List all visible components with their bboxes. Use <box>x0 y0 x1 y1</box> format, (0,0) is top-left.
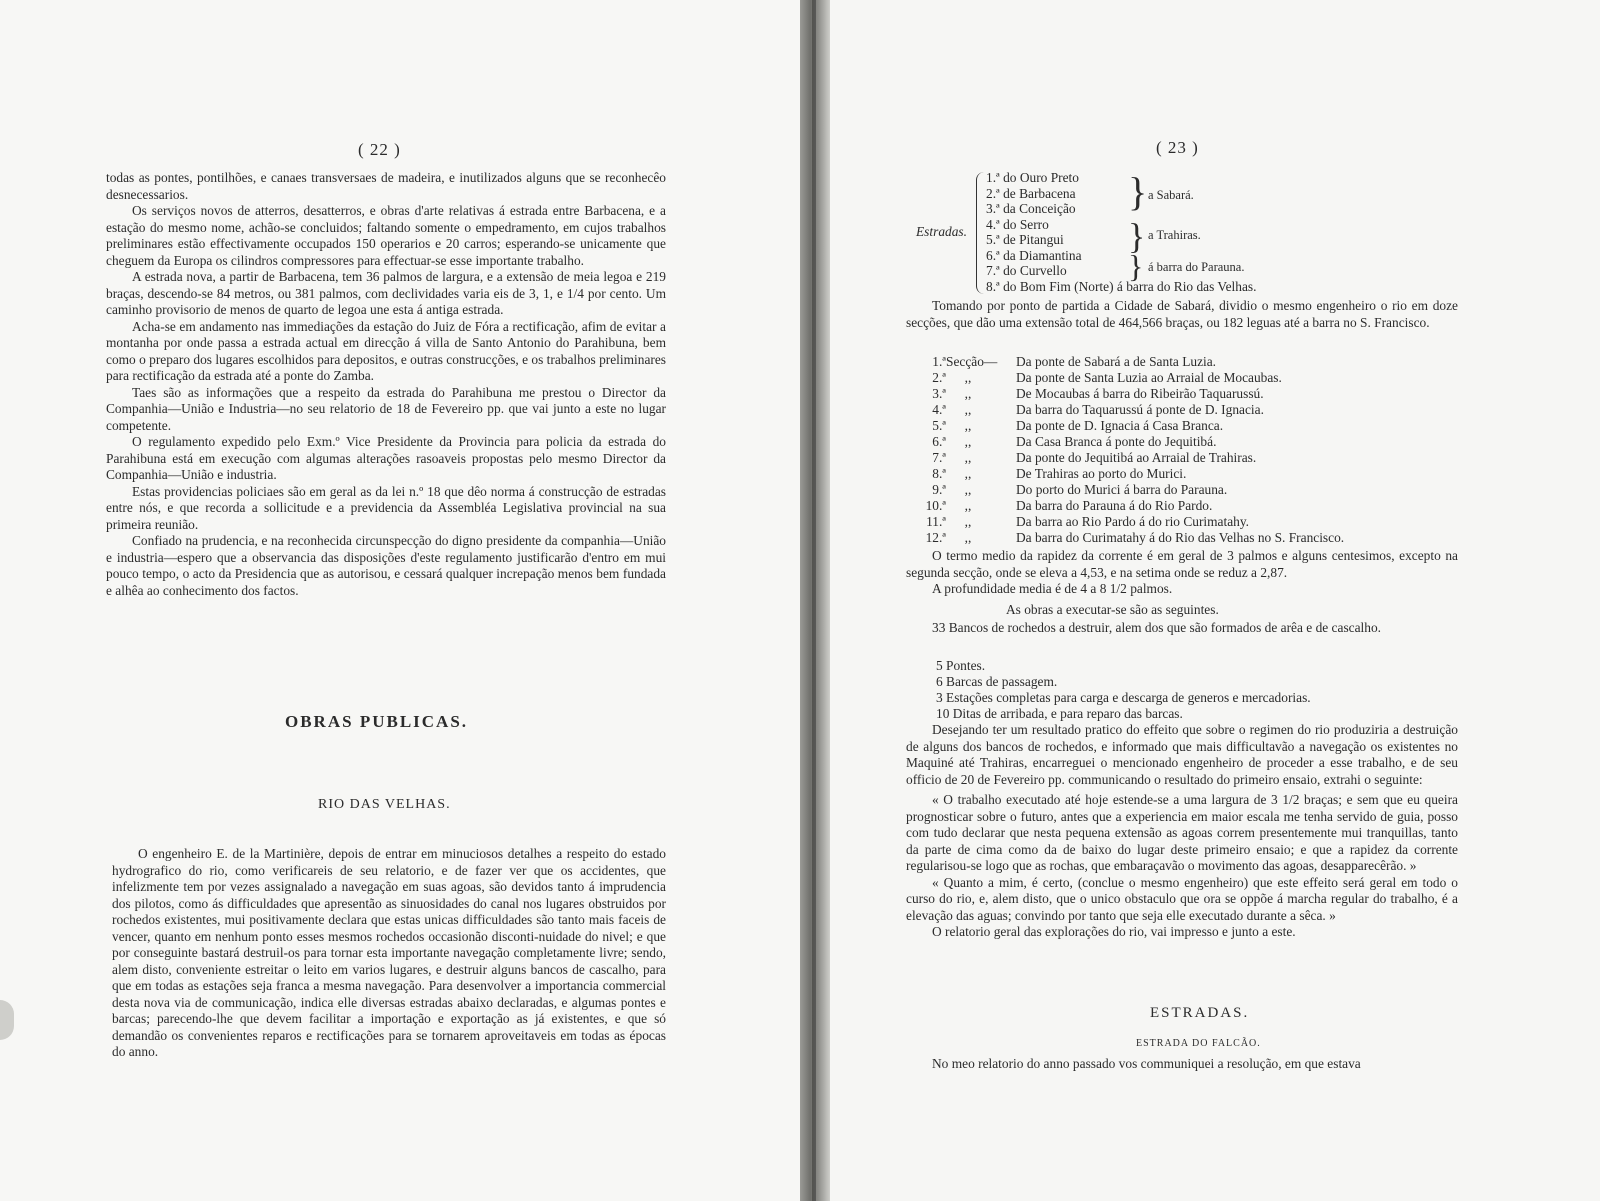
paragraph: Acha-se em andamento nas immediações da estação do Juiz de Fóra a rectificação, afim de evitar a montanha por onde passa a estrada actual em direcção á villa de Santo Antonio do Parahibuna, bem como o preparo dos lugares escolhidos para depositos, e outras construcções, e os trabalhos preliminares para rectificação da estrada até a ponte do Zamba. <box>106 318 667 383</box>
paragraph: Taes são as informações que a respeito da estrada do Parahibuna me prestou o Director da Companhia—União e Industria—no seu relatorio de 18 de Fevereiro pp. que vai junto a este no lugar competente. <box>106 384 666 433</box>
paragraph: todas as pontes, pontilhões, e canaes transversaes de madeira, e inutilizados alguns que se reconhecêo desnecessarios. <box>106 170 666 202</box>
estrada-item: 8.ª do Bom Fim (Norte) á barra do Rio das Velhas. <box>986 278 1257 294</box>
paragraph: O regulamento expedido pelo Exm.º Vice Presidente da Provincia para policia da estrada do Parahibuna está em execução com algumas alterações rasoaveis propostas pelo mesmo Director da Companhia—União e industria. <box>106 434 666 482</box>
rapidez-text <box>906 548 1458 637</box>
paragraph: No meo relatorio do anno passado vos communiquei a resolução, em que estava <box>932 1056 1361 1071</box>
estrada-item: 2.ª de Barbacena <box>986 185 1076 201</box>
estradas-list <box>986 170 1256 294</box>
paragraph: As obras a executar-se são as seguintes. <box>1006 601 1219 617</box>
obras-list <box>936 658 1311 722</box>
brace-1: } <box>1128 169 1148 214</box>
paragraph: A estrada nova, a partir de Barbacena, tem 36 palmos de largura, e a extensão de meia legoa e 219 braças, descendo-se 84 metros, ou 381 palmos, com declividades varia eis de 3, 1, e 1/4 por cento. Um caminho provisorio de menos de quarto de legoa une esta á antiga estrada. <box>106 269 666 317</box>
secao-row: 9.ª ,, Do porto do Murici á barra do Parauna. <box>932 482 1228 497</box>
paragraph: Tomando por ponto de partida a Cidade de Sabará, dividio o mesmo engenheiro o rio em doze secções, que dão uma extensão total de 464,566 braças, ou 182 leguas até a barra no S. Francisco. <box>906 298 1458 330</box>
secao-row: 7.ª ,, Da ponte do Jequitibá ao Arraial de Trahiras. <box>932 450 1257 465</box>
rio-das-velhas-text <box>112 846 666 1061</box>
secao-row: 1.ª Secção— Da ponte de Sabará a de Santa Luzia. <box>932 354 1217 369</box>
page-number-left: ( 22 ) <box>358 140 401 159</box>
estrada-item: 1.ª do Ouro Preto <box>986 170 1079 185</box>
paragraph: Desejando ter um resultado pratico do effeito que sobre o regimen do rio produziria a destruição de alguns dos bancos de rochedos, e informado que mais difficultavão a navegação os existentes no Maquiné até Trahiras, encarreguei o mencionado engenheiro de proceder a esse trabalho, e de seu officio de 20 de Fevereiro pp. communicando o resultado do primeiro ensaio, extrahi o seguinte: <box>906 722 1458 787</box>
intro-text <box>906 298 1458 331</box>
destination-sabara: a Sabará. <box>1148 188 1194 202</box>
page-edge-mark <box>0 1000 14 1040</box>
book-gutter-shadow <box>812 0 816 1201</box>
brace-3: } <box>1128 248 1144 284</box>
destination-parauna: á barra do Parauna. <box>1148 260 1245 274</box>
secao-row: 10.ª ,, Da barra do Parauna á do Rio Pardo. <box>925 498 1213 513</box>
estradas-brace <box>976 172 985 294</box>
paragraph: Os serviços novos de atterros, desatterros, e obras d'arte relativas á estrada entre Barbacena, e a estação do mesmo nome, achão-se concluidos; faltando somente o empedramento, em cujos trabalhos preliminares estão effectivamente occupados 150 operarios e 20 carros; esperando-se unicamente que cheguem da Europa os cilindros compressores para effectuar-se esse importante trabalho. <box>106 203 666 268</box>
secao-row: 6.ª ,, Da Casa Branca á ponte do Jequitibá. <box>932 434 1217 449</box>
quote: « Quanto a mim, é certo, (conclue o mesmo engenheiro) que este effeito será geral em todo o curso do rio, e, alem disto, que o unico obstaculo que ora se oppõe á marcha regular do trabalho, é a elevação das aguas; convindo por tanto que seja elle executado durante a sêca. » <box>906 874 1458 923</box>
paragraph: A profundidade media é de 4 a 8 1/2 palmos. <box>932 581 1173 596</box>
secao-row: 12.ª ,, Da barra do Curimatahy á do Rio das Velhas no S. Francisco. <box>925 530 1345 545</box>
obra-item: 5 Pontes. <box>936 658 986 673</box>
page-number-right: ( 23 ) <box>1156 138 1199 157</box>
brace-2: } <box>1128 216 1146 256</box>
obra-item: 6 Barcas de passagem. <box>936 674 1058 689</box>
secao-row: 5.ª ,, Da ponte de D. Ignacia á Casa Branca. <box>932 418 1224 433</box>
paragraph: O relatorio geral das explorações do rio, vai impresso e junto a este. <box>932 924 1296 939</box>
estrada-item: 3.ª da Conceição <box>986 201 1076 216</box>
paragraph: Confiado na prudencia, e na reconhecida circunspecção do digno presidente da companhia—União e industria—espero que a observancia das disposições d'este regulamento justificarão d'entro em mui pouco tempo, o acto da Presidencia que as autorisou, e cessará qualquer increpação menos bem fundada e alhêa ao conhecimento dos factos. <box>106 533 666 598</box>
estrada-item: 5.ª de Pitangui <box>986 232 1064 247</box>
secoes-list <box>910 354 1344 546</box>
section-title-estradas: ESTRADAS. <box>1150 1005 1250 1021</box>
section-title-obras-publicas: OBRAS PUBLICAS. <box>285 712 469 731</box>
paragraph: O termo medio da rapidez da corrente é em geral de 3 palmos e alguns centesimos, excepto na segunda secção, onde se eleva a 4,53, e na setima onde se reduz a 2,87. <box>906 548 1458 580</box>
paragraph: O engenheiro E. de la Martinière, depois de entrar em minuciosos detalhes a respeito do estado hydrografico do rio, como verificareis de seu relatorio, e de fazer ver que os accidentes, que infelizmente tem por vezes assignalado a navegação em suas agoas, são devidos tanto á imprudencia dos pilotos, como ás difficuldades que apresentão as sinuosidades do canal nos lugares obstruidos por rochedos existentes, mui positivamente declara que estas unicas difficuldades são tanto mais faceis de vencer, quanto em nenhum ponto esses mesmos rochedos occasionão disconti-nuidade do nivel; e que por conseguinte bastará destruil-os para tornar esta importante navegação completamente livre; sendo, alem disto, conveniente estreitar o leito em varios lugares, e destruir alguns bancos de cascalho, para que em todas as estações seja franca a mesma navegação. Para desenvolver a importancia commercial desta nova via de communicação, indica elle diversas estradas abaixo declaradas, e algumas pontes e barcas; parecendo-lhe que devem facilitar a importação e exportação as já existentes, e que só demandão os convenientes reparos e rectificações para se tornarem aproveitaveis em todas as épocas do anno. <box>112 846 666 1059</box>
destination-trahiras: a Trahiras. <box>1148 228 1201 242</box>
paragraph: 33 Bancos de rochedos a destruir, alem dos que são formados de arêa e de cascalho. <box>932 620 1381 635</box>
estrada-item: 6.ª da Diamantina <box>986 247 1082 263</box>
right-page <box>830 0 1600 1201</box>
closing-text <box>906 1056 1458 1073</box>
secao-row: 11.ª ,, Da barra ao Rio Pardo á do rio Curimatahy. <box>926 514 1250 529</box>
secao-row: 4.ª ,, Da barra do Taquarussú á ponte de D. Ignacia. <box>932 402 1264 417</box>
quote: « O trabalho executado até hoje estende-se a uma largura de 3 1/2 braças; e sem que eu queira prognosticar sobre o futuro, antes que a experiencia em maior escala me tenha servido de guia, posso com tudo declarar que nesta pequena extensão as agoas correm presentemente mui tranquillas, tanto da parte de cima como da de baixo do lugar deste primeiro ensaio; e que a rapidez da corrente regularisou-se logo que as rochas, que embaraçavão o movimento das agoas, desapparecêrão. » <box>906 792 1458 873</box>
desejando-text <box>906 722 1458 941</box>
secao-row: 3.ª ,, De Mocaubas á barra do Ribeirão Taquarussú. <box>932 386 1264 401</box>
subsection-title-estrada-do-falcao: ESTRADA DO FALCÃO. <box>1136 1038 1261 1049</box>
left-opening-text <box>106 170 666 599</box>
estradas-label: Estradas. <box>916 224 967 239</box>
subsection-title-rio-das-velhas: RIO DAS VELHAS. <box>318 797 451 812</box>
secao-row: 8.ª ,, De Trahiras ao porto do Murici. <box>932 466 1187 481</box>
secao-row: 2.ª ,, Da ponte de Santa Luzia ao Arraial de Mocaubas. <box>932 370 1282 385</box>
paragraph: Estas providencias policiaes são em geral as da lei n.º 18 que dêo norma á construcção de estradas entre nós, e que recorda a sollicitude e a previdencia da Assembléa Legislativa provincial na sua primeira reunião. <box>106 483 666 532</box>
obra-item: 3 Estações completas para carga e descarga de generos e mercadorias. <box>936 690 1311 705</box>
estrada-item: 4.ª do Serro <box>986 216 1049 232</box>
estrada-item: 7.ª do Curvello <box>986 263 1067 278</box>
obra-item: 10 Ditas de arribada, e para reparo das barcas. <box>936 706 1183 721</box>
